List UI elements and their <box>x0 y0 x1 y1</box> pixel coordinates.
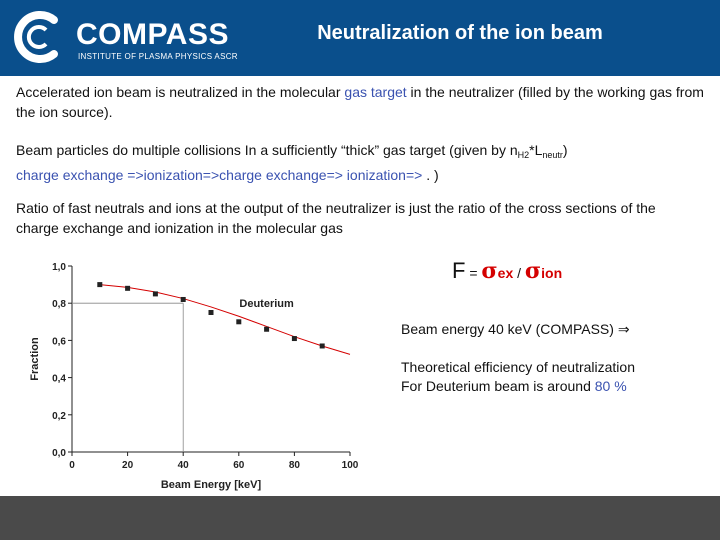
compass-logo-icon <box>10 10 66 64</box>
y-axis-label: Fraction <box>29 337 41 381</box>
data-point <box>236 319 241 324</box>
paragraph-2-text-a: Beam particles do multiple collisions In a sufficiently “thick” gas target (given by n <box>16 142 518 158</box>
efficiency-line-2: For Deuterium beam is around <box>401 378 595 394</box>
paragraph-2-end: . ) <box>422 167 439 183</box>
paragraph-1-text-a: Accelerated ion beam is neutralized in the molecular <box>16 84 345 100</box>
paragraph-2-text-c: ) <box>562 142 568 158</box>
header-bar <box>0 0 720 72</box>
y-tick-label: 0,8 <box>52 299 66 311</box>
efficiency-line-1: Theoretical efficiency of neutralization <box>401 359 635 375</box>
gas-target-link: gas target <box>344 84 407 100</box>
paragraph-1 <box>16 82 706 122</box>
paragraph-1-text-b: in the neutralizer (filled by the working gas from the ion source). <box>16 84 704 120</box>
x-axis-label: Beam Energy [keV] <box>160 479 262 491</box>
data-point <box>97 282 102 287</box>
x-tick-label: 40 <box>177 460 189 471</box>
neutralization-chart <box>20 250 370 496</box>
formula-sigma-ion: σ <box>524 258 542 284</box>
data-point <box>181 297 186 302</box>
paragraph-2-sub-neutr: neutr <box>542 150 563 160</box>
header-divider <box>0 72 720 76</box>
y-tick-label: 0,2 <box>52 410 66 422</box>
logo-subtitle: INSTITUTE OF PLASMA PHYSICS ASCR <box>78 52 238 61</box>
data-point <box>264 327 269 332</box>
beam-energy-text: Beam energy 40 keV (COMPASS) <box>401 321 618 337</box>
efficiency-note <box>401 358 635 396</box>
y-tick-label: 0,4 <box>52 373 66 385</box>
formula-lhs: F <box>452 258 466 283</box>
y-tick-label: 0,0 <box>52 448 66 459</box>
formula-equals: = <box>465 265 482 281</box>
x-tick-label: 60 <box>233 460 245 471</box>
paragraph-2-text-b: *L <box>529 142 543 158</box>
data-point <box>320 343 325 348</box>
fraction-formula <box>452 258 562 284</box>
paragraph-3: Ratio of fast neutrals and ions at the output of the neutralizer is just the ratio of the cross sections of the charge exchange and ionization in the molecular gas <box>16 200 656 236</box>
beam-energy-note <box>401 320 630 339</box>
x-tick-label: 20 <box>122 460 134 471</box>
logo-name: COMPASS <box>76 18 229 51</box>
formula-sub-ion: ion <box>541 265 563 281</box>
slide-title: Neutralization of the ion beam <box>317 22 603 44</box>
efficiency-value: 80 % <box>594 378 627 394</box>
paragraph-2-sub-h2: H2 <box>517 150 530 160</box>
x-tick-label: 80 <box>288 460 300 471</box>
footer-bar <box>0 496 720 540</box>
formula-slash: / <box>513 265 525 281</box>
series-annotation: Deuterium <box>239 298 294 311</box>
data-point <box>209 310 214 315</box>
paragraph-2-chain: charge exchange =>ionization=>charge exchange=> ionization=> <box>16 167 423 183</box>
compass-logo <box>10 10 250 64</box>
data-point <box>292 336 297 341</box>
y-tick-label: 1,0 <box>52 262 66 273</box>
fit-curve <box>100 285 350 355</box>
data-point <box>153 291 158 296</box>
implies-arrow-icon: ⇒ <box>617 321 630 337</box>
y-tick-label: 0,6 <box>52 336 66 348</box>
x-tick-label: 0 <box>69 460 75 471</box>
data-point <box>125 286 130 291</box>
formula-sigma-ex: σ <box>481 258 498 284</box>
formula-sub-ex: ex <box>497 265 514 281</box>
x-tick-label: 100 <box>341 460 359 471</box>
paragraph-2 <box>16 140 706 185</box>
